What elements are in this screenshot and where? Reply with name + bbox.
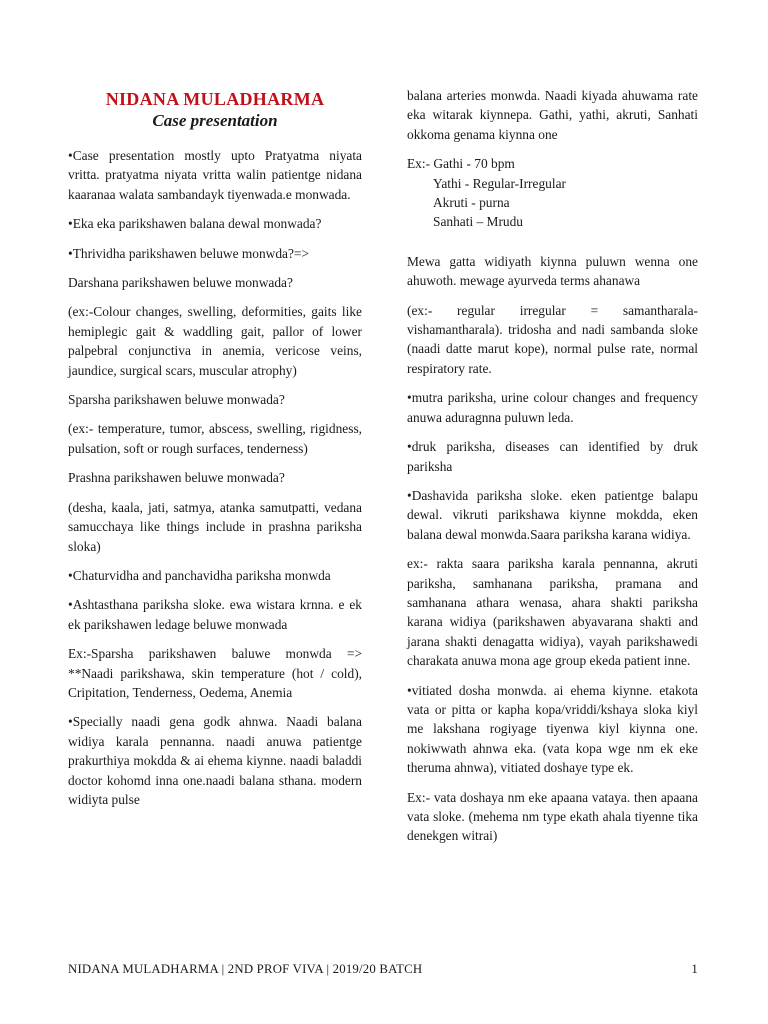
paragraph: Ex:- vata doshaya nm eke apaana vataya. then apaana vata sloke. (mehema nm type ekath ahala tiyenne tika denekgen witrai) <box>407 789 698 844</box>
left-paragraphs <box>68 146 362 809</box>
example-line: Akruti - purna <box>433 195 510 211</box>
example-lead: Ex:- Gathi - 70 bpm <box>407 156 515 172</box>
right-column <box>407 86 698 856</box>
paragraph: Sparsha parikshawen beluwe monwada? <box>68 392 285 408</box>
paragraph: •vitiated dosha monwda. ai ehema kiynne. etakota vata or pitta or kapha kopa/vriddi/kshaya sloka kiyl me lakshana rogiyage tiyenwa kiyl kiynna one. nokiwwath ahnwa eka. (vata kopa wge nm ek eke theruma ahnwa), vitiated doshaye type ek. <box>407 682 698 776</box>
page-number: 1 <box>691 962 698 976</box>
paragraph: (ex:-Colour changes, swelling, deformities, gaits like hemiplegic gait & waddling gait, pallor of lower palpebral conjunctiva in anemia, vericose veins, jaundice, surgical scars, muscular atrophy) <box>68 304 362 378</box>
example-line: Yathi - Regular-Irregular <box>433 175 566 191</box>
example-line: Sanhati – Mrudu <box>433 214 524 230</box>
paragraph: •mutra pariksha, urine colour changes and frequency anuwa aduragnna puluwn leda. <box>407 390 698 425</box>
paragraph: •Case presentation mostly upto Pratyatma niyata vritta. pratyatma niyata vritta walin patientge nidana kaaranaa walata sambandayk tiyenwada.e monwada. <box>68 148 362 202</box>
paragraph: Prashna parikshawen beluwe monwada? <box>68 470 285 486</box>
paragraph: •Chaturvidha and panchavidha pariksha monwda <box>68 567 331 583</box>
paragraph: •Specially naadi gena godk ahnwa. Naadi balana widiya karala pennanna. naadi anuwa patientge prakurthiya mokdda & ai ehema kiynne. naadi baladdi doctor kohomd inna one.naadi balana sthana. modern widiyta pulse <box>68 714 362 807</box>
pulse-example <box>407 154 698 232</box>
page-title: NIDANA MULADHARMA <box>105 89 325 109</box>
paragraph: (ex:- regular irregular = samantharala-vishamantharala). tridosha and nadi sambanda sloke (naadi datte marut kope), normal pulse rate, normal respiratory rate. <box>407 302 698 376</box>
left-column <box>68 88 362 819</box>
paragraph: Ex:-Sparsha parikshawen baluwe monwda => **Naadi parikshawa, skin temperature (hot / cold), Cripitation, Tenderness, Oedema, Anemia <box>68 646 362 700</box>
paragraph: •druk pariksha, diseases can identified by druk pariksha <box>407 439 698 474</box>
paragraph: ex:- rakta saara pariksha karala pennanna, akruti pariksha, samhanana pariksha, pramana and samhanana athara wenasa, ahara shakti pariksha karana widiya (parikshawen abyavarana shakti and jarana shakti denagatta widiya), vayah parikshawedi charakata anuwa mona age group ekeda patient inne. <box>407 556 698 669</box>
paragraph: •Thrividha parikshawen beluwe monwda?=> <box>68 245 310 261</box>
paragraph: Mewa gatta widiyath kiynna puluwn wenna one ahuwoth. mewage ayurveda terms ahanawa <box>407 253 698 289</box>
footer-text: NIDANA MULADHARMA | 2ND PROF VIVA | 2019/20 BATCH <box>68 962 423 976</box>
paragraph: (desha, kaala, jati, satmya, atanka samutpatti, vedana samucchaya like things include in prashna pariksha sloka) <box>68 499 362 554</box>
paragraph: •Dashavida pariksha sloke. eken patientge balapu dewal. vikruti parikshawa kiynne mokdda, eken balana dewal monwda.Saara pariksha karana widiya. <box>407 487 698 542</box>
right-paragraphs <box>407 252 698 846</box>
page-subtitle: Case presentation <box>152 111 278 130</box>
paragraph: •Ashtasthana pariksha sloke. ewa wistara krnna. e ek ek parikshawen ledage beluwe monwada <box>68 597 362 632</box>
paragraph: Darshana parikshawen beluwe monwada? <box>68 275 293 291</box>
paragraph: (ex:- temperature, tumor, abscess, swelling, rigidness, pulsation, soft or rough surfaces, tenderness) <box>68 421 362 456</box>
page-footer <box>68 962 698 977</box>
paragraph-continuation: balana arteries monwda. Naadi kiyada ahuwama rate eka witarak kiynnepa. Gathi, yathi, akruti, Sanhati okkoma genama kiynna one <box>407 88 698 142</box>
paragraph: •Eka eka parikshawen balana dewal monwada? <box>68 216 322 232</box>
